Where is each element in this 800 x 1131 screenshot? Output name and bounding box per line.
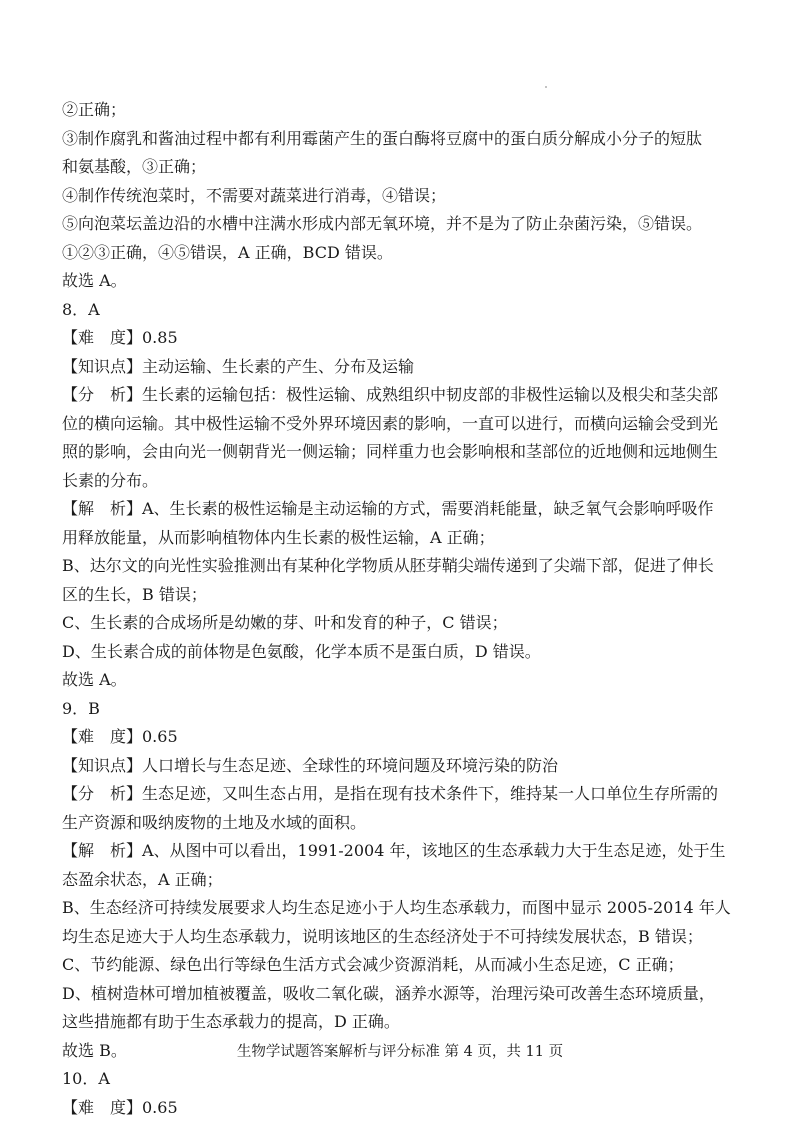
text-line: D、植树造林可增加植被覆盖，吸收二氧化碳，涵养水源等，治理污染可改善生态环境质量，	[62, 983, 715, 1003]
knowledge-point-line: 【知识点】主动运输、生长素的产生、分布及运输	[62, 356, 415, 376]
knowledge-point-line: 【知识点】人口增长与生态足迹、全球性的环境问题及环境污染的防治	[62, 755, 559, 775]
question-number: 8．A	[62, 299, 100, 319]
text-line: 和氨基酸，③正确；	[62, 157, 207, 176]
question-number: 9．B	[62, 698, 100, 718]
text-line: 长素的分布。	[62, 470, 159, 490]
text-line: 生产资源和吸纳废物的土地及水域的面积。	[62, 812, 367, 832]
text-line: B、达尔文的向光性实验推测出有某种化学物质从胚芽鞘尖端传递到了尖端下部，促进了伸长	[62, 556, 714, 575]
text-line: 故选 A。	[62, 271, 127, 290]
text-line: ①②③正确，④⑤错误，A 正确，BCD 错误。	[62, 242, 393, 262]
difficulty-line: 【难 度】0.65	[62, 727, 178, 746]
text-line: 这些措施都有助于生态承载力的提高，D 正确。	[62, 1012, 400, 1031]
text-line: B、生态经济可持续发展要求人均生态足迹小于人均生态承载力，而图中显示 2005-2014 年人	[62, 898, 731, 917]
text-line: 区的生长，B 错误；	[62, 584, 207, 604]
analysis-line: 【分 析】生态足迹，又叫生态占用，是指在现有技术条件下，维持某一人口单位生存所需的	[62, 784, 719, 803]
difficulty-line: 【难 度】0.65	[62, 1097, 178, 1117]
text-line: C、生长素的合成场所是幼嫩的芽、叶和发育的种子，C 错误；	[62, 613, 508, 632]
text-line: D、生长素合成的前体物是色氨酸，化学本质不是蛋白质，D 错误。	[62, 641, 541, 661]
text-line: 故选 B。	[62, 1040, 127, 1060]
explanation-line: 【解 析】A、生长素的极性运输是主动运输的方式，需要消耗能量，缺乏氧气会影响呼吸作	[62, 499, 714, 518]
text-line: 位的横向运输。其中极性运输不受外界环境因素的影响，一直可以进行，而横向运输会受到光	[62, 413, 719, 433]
answer-analysis-body	[62, 96, 752, 1122]
text-line: ⑤向泡菜坛盖边沿的水槽中注满水形成内部无氧环境，并不是为了防止杂菌污染，⑤错误。	[62, 214, 703, 233]
question-number: 10．A	[62, 1069, 110, 1088]
text-line: ④制作传统泡菜时，不需要对蔬菜进行消毒，④错误；	[62, 185, 447, 205]
text-line: 故选 A。	[62, 670, 127, 689]
explanation-line: 【解 析】A、从图中可以看出，1991-2004 年，该地区的生态承载力大于生态足迹，处于生	[62, 841, 726, 860]
text-line: 照的影响，会由向光一侧朝背光一侧运输；同样重力也会影响根和茎部位的近地侧和远地侧生	[62, 442, 719, 461]
analysis-line: 【分 析】生长素的运输包括：极性运输、成熟组织中韧皮部的非极性运输以及根尖和茎尖部	[62, 385, 719, 404]
page-footer: 生物学试题答案解析与评分标准 第 4 页，共 11 页	[236, 1044, 564, 1060]
text-line: ③制作腐乳和酱油过程中都有利用霉菌产生的蛋白酶将豆腐中的蛋白质分解成小分子的短肽	[62, 128, 703, 148]
difficulty-line: 【难 度】0.85	[62, 328, 178, 347]
scan-speck	[545, 86, 547, 88]
text-line: 用释放能量，从而影响植物体内生长素的极性运输，A 正确；	[62, 527, 495, 547]
text-line: C、节约能源、绿色出行等绿色生活方式会减少资源消耗，从而减小生态足迹，C 正确；	[62, 955, 684, 974]
text-line: 态盈余状态，A 正确；	[62, 869, 223, 889]
text-line: 均生态足迹大于人均生态承载力，说明该地区的生态经济处于不可持续发展状态，B 错误；	[62, 926, 703, 946]
text-line: ②正确；	[62, 100, 127, 119]
